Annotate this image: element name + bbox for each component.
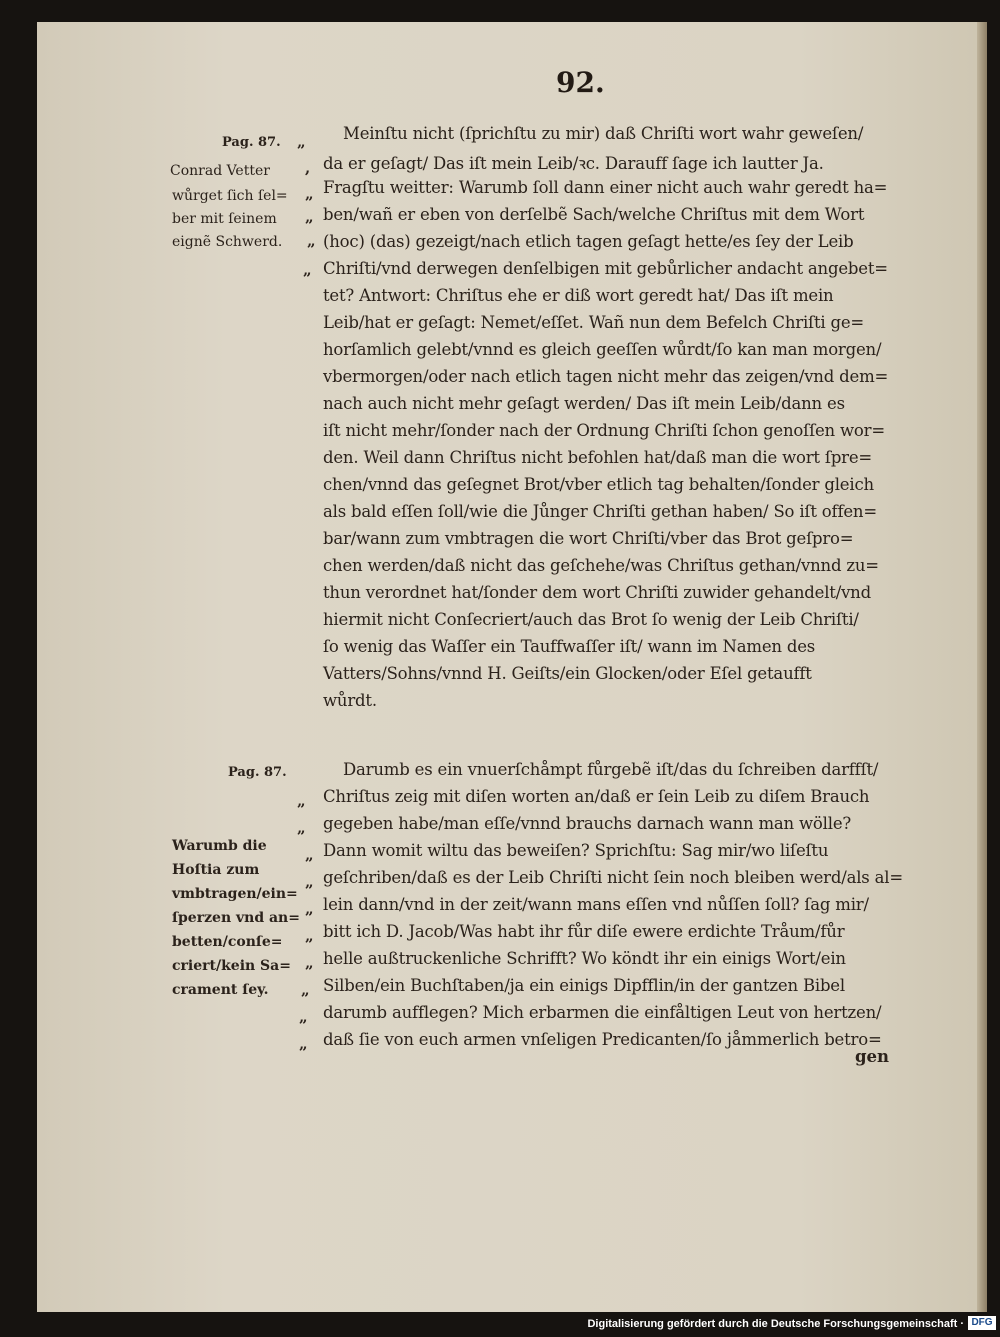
quote-mark: „	[305, 873, 314, 891]
text-line: chen werden/daß nicht das geſchehe/was Chriſtus gethan/vnnd zu=	[323, 556, 879, 575]
quote-mark: „	[307, 232, 316, 250]
margin-note-2-line: crament ſey.	[172, 982, 269, 998]
quote-mark: „	[303, 261, 312, 279]
text-line: vbermorgen/oder nach etlich tagen nicht mehr das zeigen/vnd dem=	[323, 367, 889, 386]
text-line: lein dann/vnd in der zeit/wann mans eſſen vnd nůſſen ſoll? ſag mir/	[323, 895, 869, 914]
text-line: (hoc) (das) gezeigt/nach etlich tagen geſagt hette/es ſey der Leib	[323, 232, 854, 251]
text-line: tet? Antwort: Chriſtus ehe er diß wort geredt hat/ Das iſt mein	[323, 286, 834, 305]
text-line: daß ſie von euch armen vnſeligen Predicanten/ſo jåmmerlich betro=	[323, 1030, 882, 1049]
text-line: Meinſtu nicht (ſprichſtu zu mir) daß Chriſti wort wahr geweſen/	[343, 124, 864, 143]
text-line: Chriſti/vnd derwegen denſelbigen mit gebůrlicher andacht angebet=	[323, 259, 888, 278]
quote-mark: „	[297, 133, 306, 151]
quote-mark: „	[305, 900, 314, 918]
quote-mark: ,	[305, 159, 311, 177]
margin-note-1-line: ber mit ſeinem	[172, 211, 277, 227]
margin-note-2-line: betten/conſe=	[172, 934, 283, 950]
text-line: geſchriben/daß es der Leib Chriſti nicht ſein noch bleiben werd/als al=	[323, 868, 903, 887]
quote-mark: „	[299, 1035, 308, 1053]
text-line: Chriſtus zeig mit diſen worten an/daß er ſein Leib zu diſem Brauch	[323, 787, 870, 806]
text-line: Dann womit wiltu das beweiſen? Sprichſtu: Sag mir/wo liſeſtu	[323, 841, 829, 860]
text-line: als bald eſſen ſoll/wie die Jůnger Chriſti gethan haben/ So iſt offen=	[323, 502, 877, 521]
text-line: bitt ich D. Jacob/Was habt ihr fůr diſe ewere erdichte Tråum/fůr	[323, 922, 845, 941]
quote-mark: „	[297, 792, 306, 810]
text-line: iſt nicht mehr/ſonder nach der Ordnung Chriſti ſchon genoſſen wor=	[323, 421, 885, 440]
catchword: gen	[855, 1047, 890, 1066]
quote-mark: „	[305, 927, 314, 945]
text-line: den. Weil dann Chriſtus nicht befohlen hat/daß man die wort ſpre=	[323, 448, 873, 467]
quote-mark: „	[305, 208, 314, 226]
margin-note-2-line: ſperzen vnd an=	[172, 910, 300, 926]
text-line: thun verordnet hat/ſonder dem wort Chriſti zuwider gehandelt/vnd	[323, 583, 871, 602]
text-line: Vatters/Sohns/vnnd H. Geiſts/ein Glocken/oder Eſel getaufft	[323, 664, 812, 683]
quote-mark: „	[305, 846, 314, 864]
text-line: helle außtruckenliche Schrifft? Wo köndt ihr ein einigs Wort/ein	[323, 949, 846, 968]
margin-note-2-line: vmbtragen/ein=	[172, 886, 298, 902]
margin-page-ref-2: Pag. 87.	[228, 765, 287, 780]
quote-mark: „	[297, 819, 306, 837]
text-line: hiermit nicht Conſecriert/auch das Brot ſo wenig der Leib Chriſti/	[323, 610, 859, 629]
text-line: darumb aufflegen? Mich erbarmen die einfåltigen Leut von hertzen/	[323, 1003, 882, 1022]
text-line: gegeben habe/man eſſe/vnnd brauchs darnach wann man wölle?	[323, 814, 852, 833]
dfg-logo-icon: DFG	[968, 1316, 996, 1330]
text-line: Silben/ein Buchſtaben/ja ein einigs Dipfflin/in der gantzen Bibel	[323, 976, 845, 995]
text-line: ben/wañ er eben von derſelbẽ Sach/welche Chriſtus mit dem Wort	[323, 205, 865, 224]
text-line: Leib/hat er geſagt: Nemet/eſſet. Wañ nun dem Befelch Chriſti ge=	[323, 313, 865, 332]
quote-mark: „	[305, 954, 314, 972]
margin-note-1-line: wůrget ſich ſel=	[172, 188, 288, 204]
margin-note-1-line: Conrad Vetter	[170, 163, 270, 179]
text-line: Fragſtu weitter: Warumb ſoll dann einer nicht auch wahr geredt ha=	[323, 178, 888, 197]
footer-credit: Digitalisierung gefördert durch die Deutsche Forschungsgemeinschaft ·	[587, 1318, 964, 1330]
margin-note-1-line: eignẽ Schwerd.	[172, 234, 283, 250]
margin-note-2-line: criert/kein Sa=	[172, 958, 291, 974]
text-line: Darumb es ein vnuerſchåmpt fůrgebẽ iſt/das du ſchreiben darffſt/	[343, 760, 879, 779]
margin-page-ref-1: Pag. 87.	[222, 135, 281, 150]
margin-note-2-line: Hoſtia zum	[172, 862, 260, 878]
text-line: bar/wann zum vmbtragen die wort Chriſti/vber das Brot geſpro=	[323, 529, 854, 548]
quote-mark: „	[305, 185, 314, 203]
quote-mark: „	[301, 981, 310, 999]
text-line: da er geſagt/ Das iſt mein Leib/ꝛc. Darauff ſage ich lautter Ja.	[323, 154, 824, 173]
text-line: ſo wenig das Waſſer ein Tauffwaſſer iſt/ wann im Namen des	[323, 637, 816, 656]
text-line: chen/vnnd das geſegnet Brot/vber etlich tag behalten/ſonder gleich	[323, 475, 874, 494]
page-edge	[977, 22, 987, 1312]
text-line: wůrdt.	[323, 691, 377, 710]
footer-bar	[0, 1312, 1000, 1337]
margin-note-2-line: Warumb die	[172, 838, 267, 854]
page-number: 92.	[556, 66, 605, 99]
quote-mark: „	[299, 1008, 308, 1026]
text-line: horſamlich gelebt/vnnd es gleich geeſſen wůrdt/ſo kan man morgen/	[323, 340, 882, 359]
text-line: nach auch nicht mehr geſagt werden/ Das iſt mein Leib/dann es	[323, 394, 845, 413]
